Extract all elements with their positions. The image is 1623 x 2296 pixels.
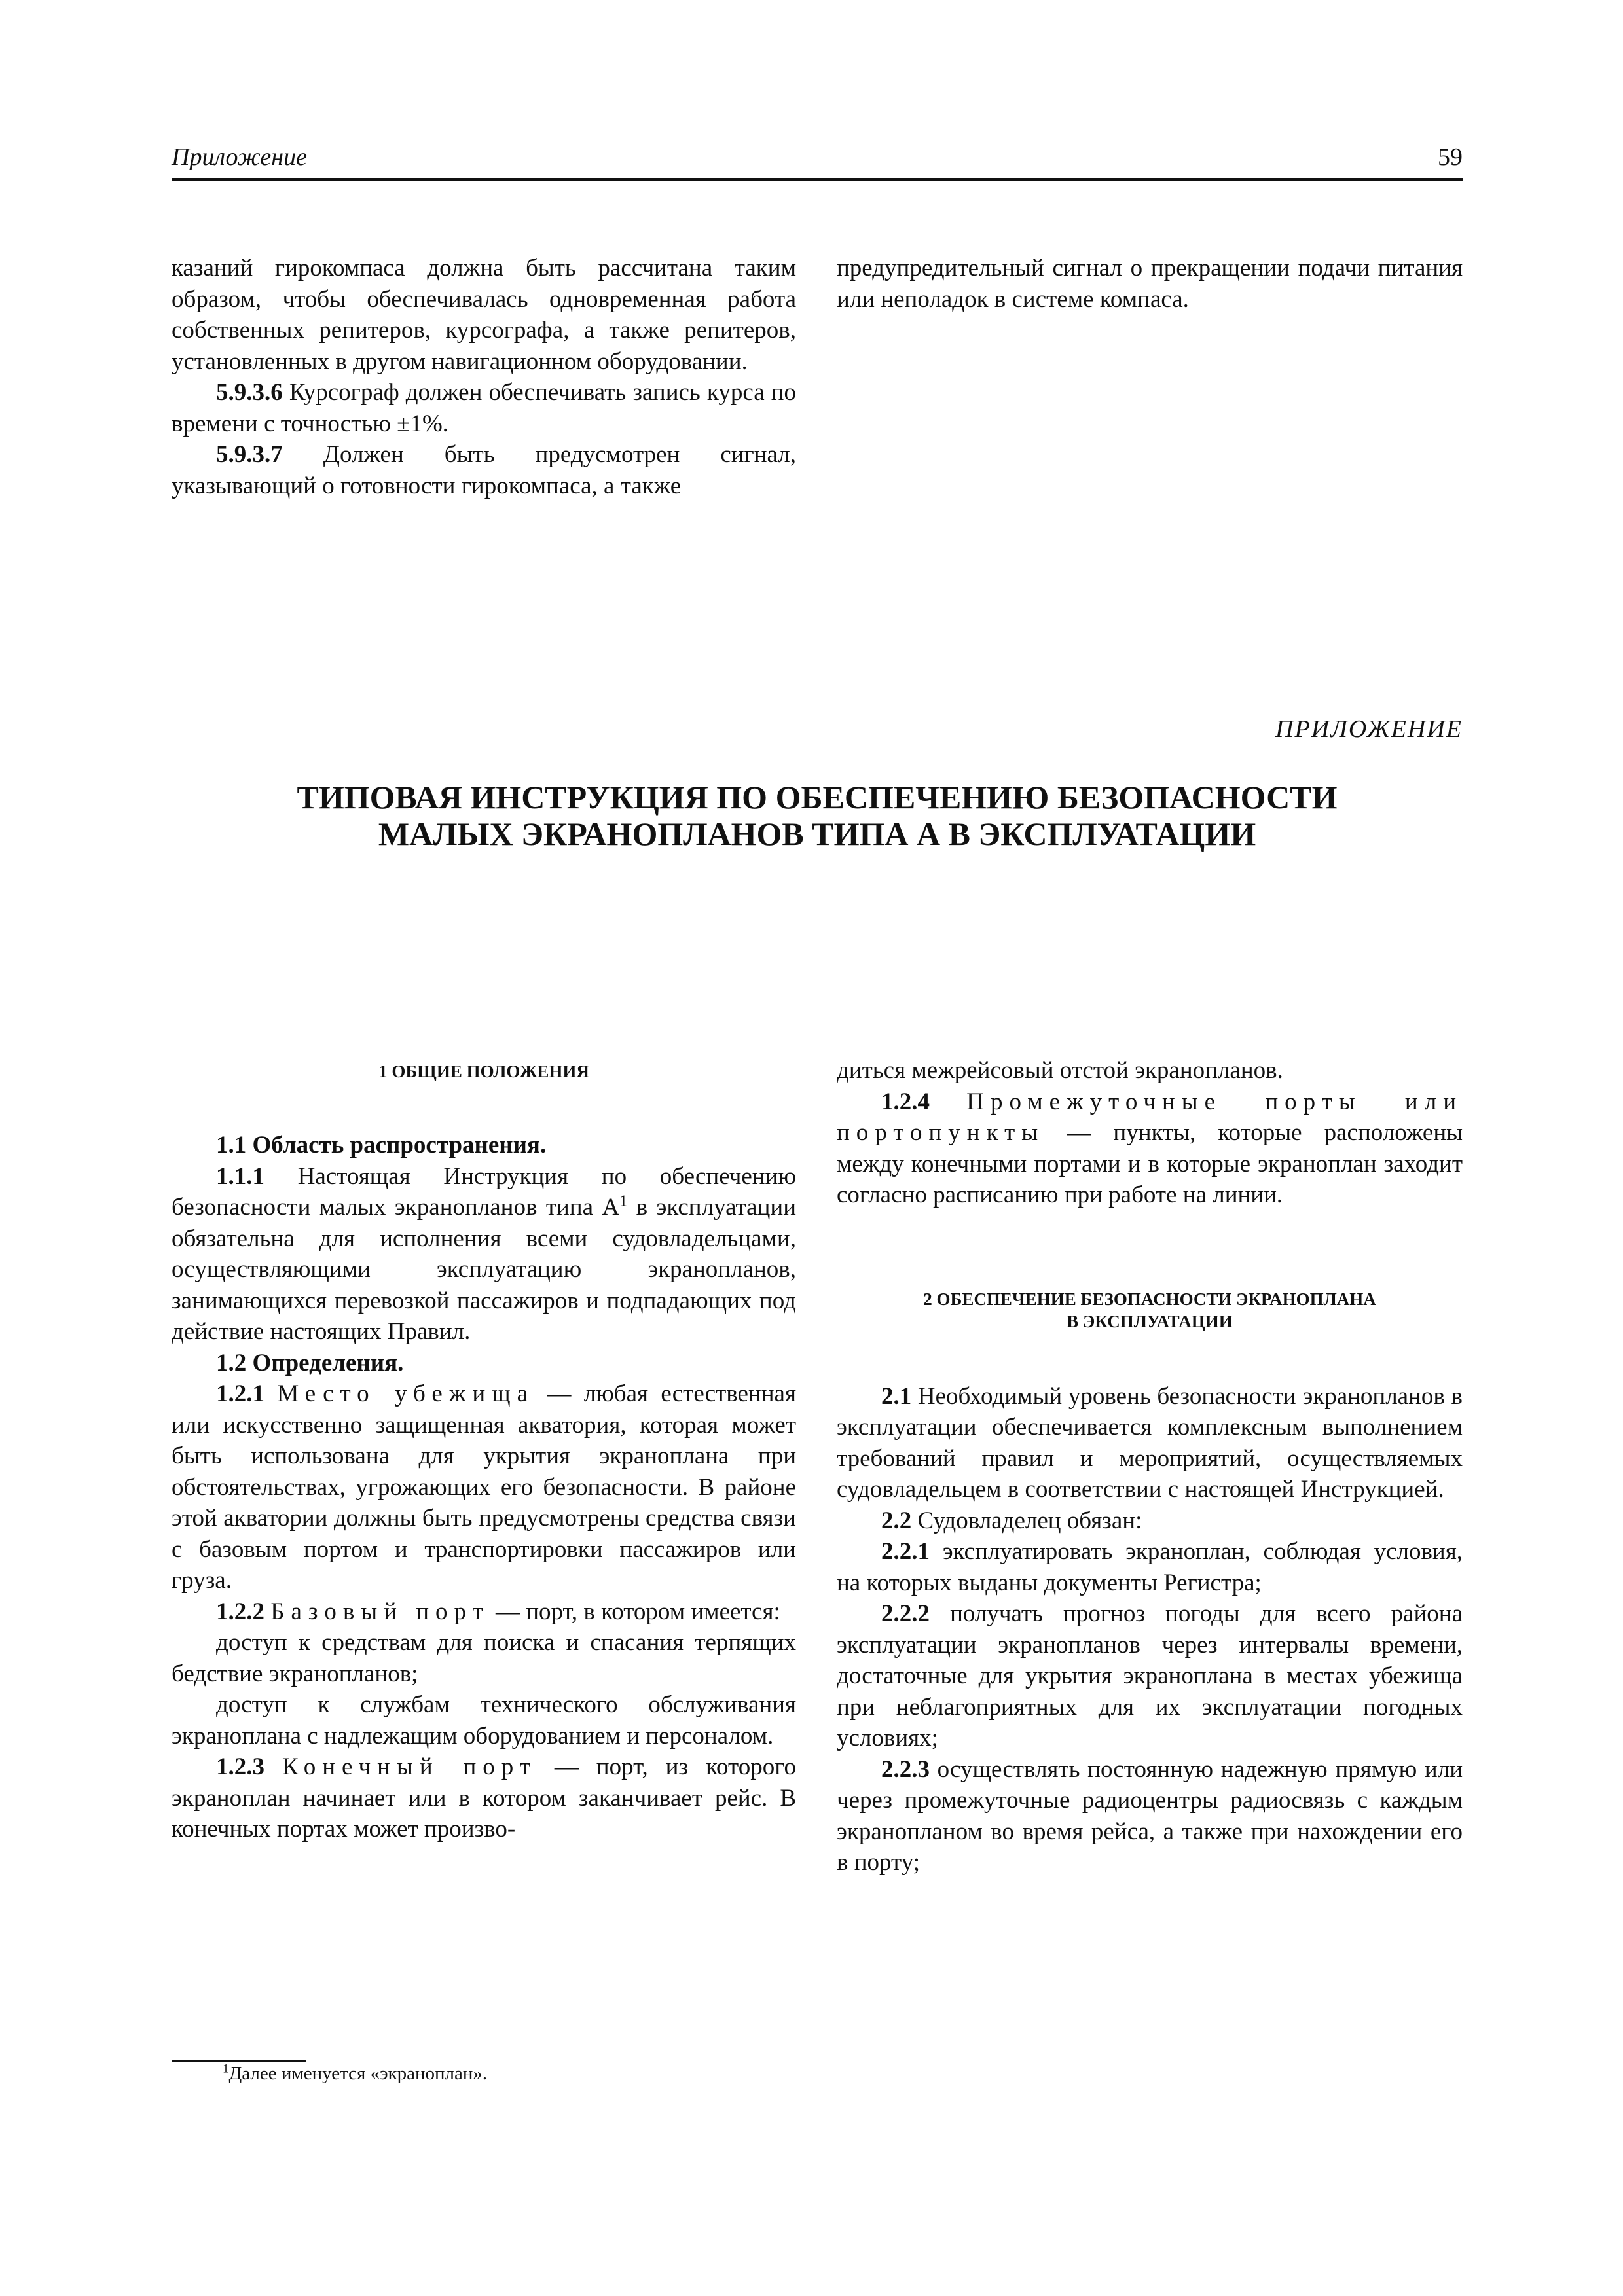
defined-term: Промежуточные порты или портопункты <box>837 1088 1463 1146</box>
defined-term: Базовый порт <box>270 1598 490 1625</box>
clause-number: 1.2.4 <box>881 1088 930 1115</box>
clause-number: 5.9.3.7 <box>216 441 283 468</box>
paragraph-1-2-3: 1.2.3 Конечный порт — порт, из которого экраноплан начинает или в котором заканчивает рейс. В конечных портах может произво- <box>172 1753 796 1842</box>
paragraph-2-2-3: 2.2.3 осуществлять постоянную надежную прямую или через промежуточные радиоцентры радиосвязь с каждым экранопланом во время рейса, а также при нахождении его в порту; <box>837 1755 1463 1876</box>
paragraph-2-2: 2.2 Судовладелец обязан: <box>881 1507 1142 1534</box>
section-1-heading: 1 ОБЩИЕ ПОЛОЖЕНИЯ <box>378 1062 589 1081</box>
clause-number: 1.2.3 <box>216 1753 264 1780</box>
paragraph-2-2-1: 2.2.1 эксплуатировать экраноплан, соблюдая условия, на которых выданы документы Регистра; <box>837 1538 1463 1596</box>
top-right-column <box>837 253 1463 315</box>
paragraph-5-9-3-7: 5.9.3.7 Должен быть предусмотрен сигнал, указывающий о готовности гирокомпаса, а также <box>172 441 796 499</box>
footnote-ref: 1 <box>619 1193 628 1210</box>
list-item: доступ к службам технического обслуживания экраноплана с надлежащим оборудованием и персоналом. <box>172 1691 796 1749</box>
clause-number: 2.1 <box>881 1382 912 1410</box>
paragraph-1-2-2: 1.2.2 Базовый порт — порт, в котором имеется: <box>216 1598 780 1625</box>
clause-number: 2.2.2 <box>881 1600 930 1627</box>
appendix-label: ПРИЛОЖЕНИЕ <box>1275 715 1463 743</box>
defined-term: Конечный порт <box>282 1753 537 1780</box>
subsection-1-2-heading: 1.2 Определения. <box>216 1349 404 1376</box>
paragraph-continuation: казаний гирокомпаса должна быть рассчитана таким образом, чтобы обеспечивалась одновременная работа собственных репитеров, курсографа, а также репитеров, установленных в другом навигационном оборудовании. <box>172 255 796 375</box>
clause-number: 2.2.1 <box>881 1538 930 1565</box>
clause-number: 2.2 <box>881 1507 912 1534</box>
bottom-right-column <box>837 1055 1463 1878</box>
section-2-heading: 2 ОБЕСПЕЧЕНИЕ БЕЗОПАСНОСТИ ЭКРАНОПЛАНА В ЭКСПЛУАТАЦИИ <box>923 1289 1376 1331</box>
clause-number: 1.1.1 <box>216 1162 264 1190</box>
page-number: 59 <box>1438 143 1463 171</box>
paragraph-continuation: предупредительный сигнал о прекращении подачи питания или неполадок в системе компаса. <box>837 255 1463 313</box>
document-title <box>172 779 1463 852</box>
clause-number: 1.2.1 <box>216 1380 264 1407</box>
clause-number: 5.9.3.6 <box>216 379 283 406</box>
paragraph-1-2-1: 1.2.1 Место убежища — любая естественная или искусственно защищенная акватория, которая может быть использована для укрытия экраноплана при обстоятельствах, угрожающих его безопасности. В районе этой акватории должны быть предусмотрены средства связи с базовым портом и транспортировки пассажиров или груза. <box>172 1380 796 1594</box>
footnote-text: Далее именуется «экраноплан». <box>228 2063 488 2084</box>
running-header-section: Приложение <box>172 143 307 171</box>
subsection-1-1-heading: 1.1 Область распространения. <box>216 1132 547 1158</box>
title-line-1: ТИПОВАЯ ИНСТРУКЦИЯ ПО ОБЕСПЕЧЕНИЮ БЕЗОПАСНОСТИ <box>297 779 1338 816</box>
title-line-2: МАЛЫХ ЭКРАНОПЛАНОВ ТИПА А В ЭКСПЛУАТАЦИИ <box>378 816 1256 852</box>
running-header <box>172 143 1463 179</box>
list-item: доступ к средствам для поиска и спасания терпящих бедствие экранопланов; <box>172 1629 796 1687</box>
defined-term: Место убежища <box>277 1380 535 1407</box>
footnote-marker: 1 <box>223 2062 229 2076</box>
bottom-left-column <box>172 1060 796 1845</box>
header-rule <box>172 178 1463 181</box>
footnote <box>223 2062 487 2085</box>
paragraph-1-1-1: 1.1.1 Настоящая Инструкция по обеспечению безопасности малых экранопланов типа $А^1$ в эксплуатации обязательна для исполнения всеми судовладельцами, осуществляющими эксплуатацию экранопланов, занимающихся перевозкой пассажиров и подпадающих под действие настоящих Правил. <box>172 1162 796 1345</box>
paragraph-2-2-2: 2.2.2 получать прогноз погоды для всего района эксплуатации экранопланов через интервалы времени, достаточные для укрытия экраноплана в местах убежища при неблагоприятных для их эксплуатации погодных условиях; <box>837 1600 1463 1751</box>
clause-number: 1.2.2 <box>216 1598 264 1625</box>
paragraph-1-2-4: 1.2.4 Промежуточные порты или портопункты — пункты, которые расположены между конечными портами и в которые экраноплан заходит согласно расписанию при работе на линии. <box>837 1088 1463 1208</box>
clause-number: 2.2.3 <box>881 1755 930 1783</box>
paragraph-5-9-3-6: 5.9.3.6 Курсограф должен обеспечивать запись курса по времени с точностью ±1%. <box>172 379 796 437</box>
paragraph-2-1: 2.1 Необходимый уровень безопасности экранопланов в эксплуатации обеспечивается комплексным выполнением требований правил и мероприятий, осуществляемых судовладельцем в соответствии с настоящей Инструкцией. <box>837 1382 1463 1503</box>
paragraph-continuation: диться межрейсовый отстой экранопланов. <box>837 1057 1283 1084</box>
top-left-column <box>172 253 796 501</box>
